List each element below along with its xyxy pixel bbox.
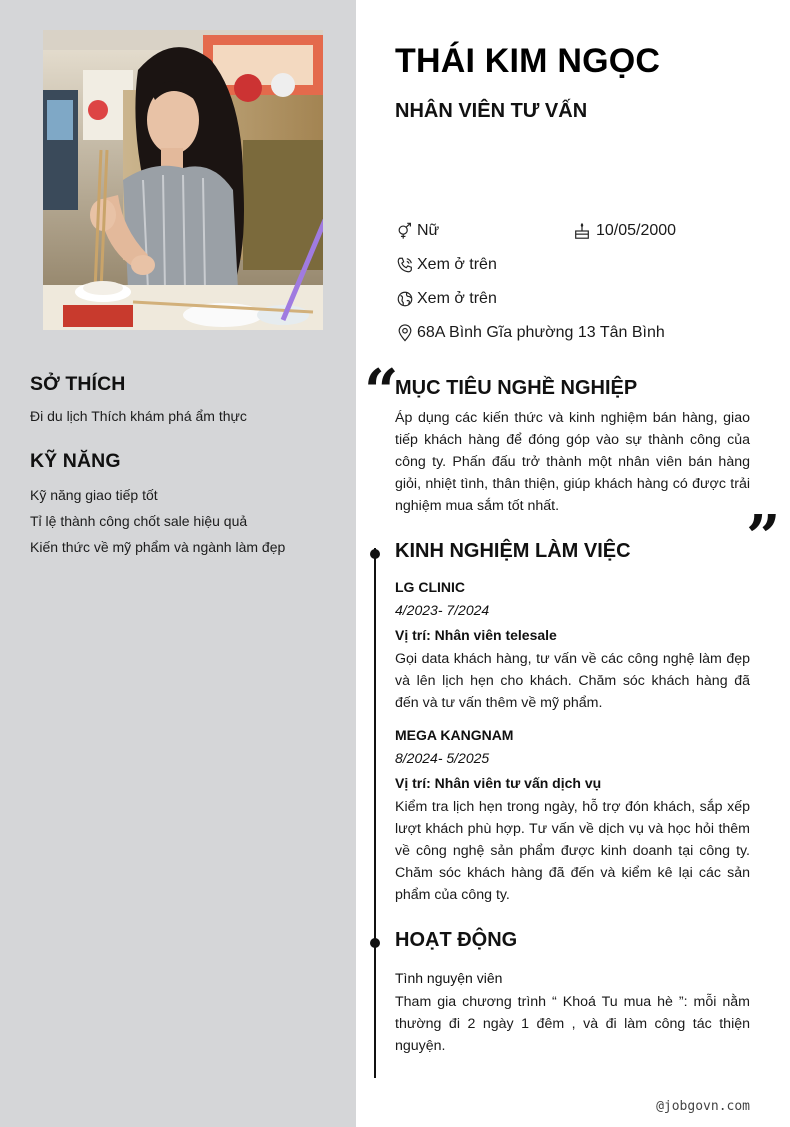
objective-heading: MỤC TIÊU NGHỀ NGHIỆP [395,377,638,399]
job-title: NHÂN VIÊN TƯ VẤN [395,100,588,122]
candidate-name: THÁI KIM NGỌC [395,42,661,80]
website-info [395,289,497,309]
timeline-dot [370,549,380,559]
job-position: Vị trí: Nhân viên tư vấn dịch vụ [395,775,602,791]
job-description: Kiểm tra lịch hẹn trong ngày, hỗ trợ đón khách, sắp xếp lượt khách phù hợp. Tư vấn về dịch vụ và học hỏi thêm về công nghệ sản phẩm được kinh doanh tại công ty. Chăm sóc khách hàng đã đến và kiểm kê lại các sản phẩm của công ty. [395,799,750,903]
job-description: Gọi data khách hàng, tư vấn về các công nghệ làm đẹp và lên lịch hẹn cho khách. Chăm sóc khách hàng đã đến và tư vấn thêm về mỹ phẩm. [395,651,750,711]
gender-text: Nữ [417,222,440,239]
activity-text: Tham gia chương trình “ Khoá Tu mua hè ”: mỗi nằm thường đi 2 ngày 1 đêm , và đi làm công tác thiện nguyện. [395,994,750,1054]
skills-heading: KỸ NĂNG [30,450,121,472]
skills-section [30,450,330,563]
job-period: 8/2024- 5/2025 [395,750,490,766]
objective-text: Áp dụng các kiến thức và kinh nghiệm bán hàng, giao tiếp khách hàng để đóng góp vào sự thành công của công ty. Phấn đấu trở thành một nhân viên bán hàng giỏi, nhiệt tình, thân thiện, giúp khách hàng có được trải nghiệm mua sắm tốt nhất. [395,410,750,514]
timeline-dot [370,938,380,948]
phone-info [395,255,497,275]
birthday-text: 10/05/2000 [596,222,677,239]
quote-open-icon: “ [364,357,399,427]
gender-icon [395,221,415,241]
watermark-text: @jobgovn.com [656,1099,750,1114]
quote-close-icon: ” [746,503,781,573]
phone-icon [395,255,415,275]
skill-item: Tỉ lệ thành công chốt sale hiệu quả [30,513,248,529]
skill-item: Kỹ năng giao tiếp tốt [30,487,158,503]
activities-heading: HOẠT ĐỘNG [395,929,518,951]
job-period: 4/2023- 7/2024 [395,602,490,618]
activity-role: Tình nguyện viên [395,970,503,986]
gender-info [395,221,439,241]
experience-heading: KINH NGHIỆM LÀM VIỆC [395,540,631,562]
hobbies-text: Đi du lịch Thích khám phá ẩm thực [30,408,247,424]
hobbies-section [30,373,330,426]
address-text: 68A Bình Gĩa phường 13 Tân Bình [417,324,665,341]
profile-photo [43,30,323,330]
left-sidebar [0,0,356,1127]
globe-icon [395,289,415,309]
job-company: MEGA KANGNAM [395,727,514,743]
phone-text: Xem ở trên [417,256,497,273]
address-info [395,323,665,343]
cake-icon [572,221,592,241]
skill-item: Kiến thức về mỹ phẩm và ngành làm đẹp [30,539,286,555]
website-text: Xem ở trên [417,290,497,307]
skills-list [30,485,330,557]
location-pin-icon [395,323,415,343]
job-company: LG CLINIC [395,579,465,595]
job-position: Vị trí: Nhân viên telesale [395,627,557,643]
timeline-line [374,548,376,1078]
hobbies-heading: SỞ THÍCH [30,373,126,395]
birthday-info [572,221,676,241]
